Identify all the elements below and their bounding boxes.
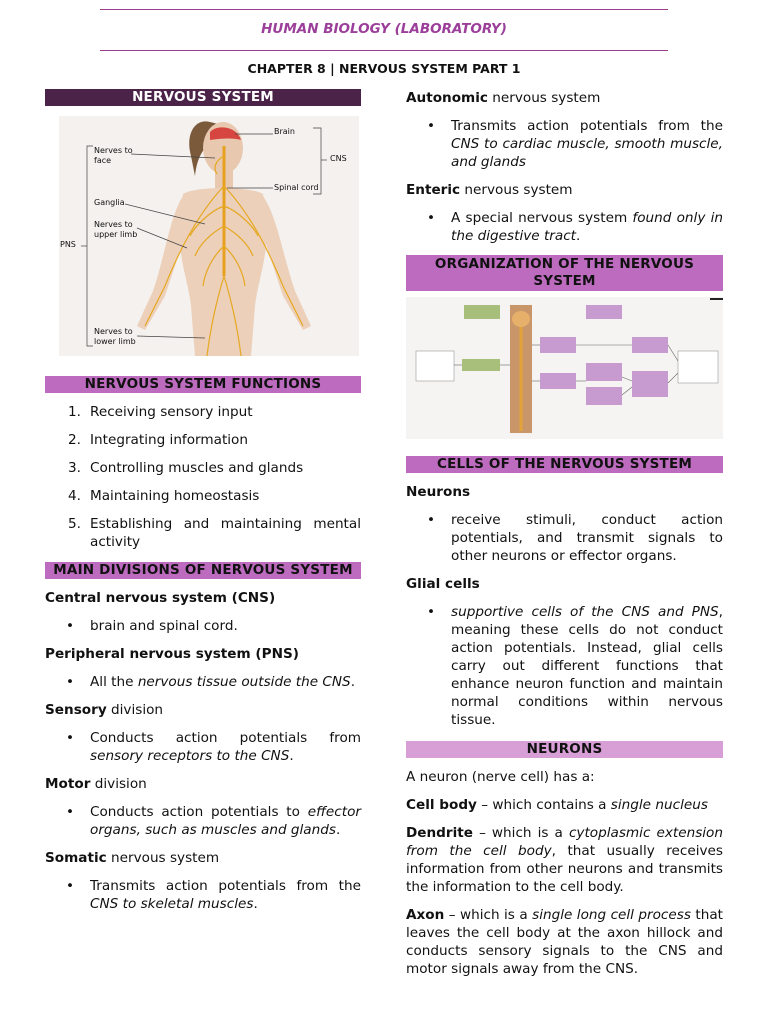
text-run-bold: Sensory <box>45 702 107 718</box>
pns-list <box>45 673 361 691</box>
text-run-italic: single nucleus <box>610 797 708 813</box>
list-item <box>45 459 361 477</box>
glial-list <box>406 603 723 729</box>
motor-title <box>45 775 361 793</box>
text-run: Conducts action potentials to <box>90 804 308 820</box>
list-text: Integrating information <box>90 432 248 448</box>
label-ganglia: Ganglia <box>94 198 125 207</box>
motor-list <box>45 803 361 839</box>
text-run: division <box>106 702 164 718</box>
text-run: . <box>350 674 356 690</box>
enteric-list <box>406 209 723 245</box>
organization-diagram <box>406 297 723 439</box>
list-text: Controlling muscles and glands <box>90 460 304 476</box>
text-run: Transmits action potentials from the <box>90 878 361 894</box>
section-heading-organization: ORGANIZATION OF THE NERVOUS SYSTEM <box>406 255 723 291</box>
label-nerves-face: Nerves to face <box>94 146 133 165</box>
document-header-title: HUMAN BIOLOGY (LABORATORY) <box>261 21 507 37</box>
list-item <box>45 729 361 765</box>
text-run-italic: found only in the digestive tract <box>451 210 723 244</box>
cell-body-text <box>406 796 723 814</box>
text-run: , meaning these cells do not conduct action potentials. Instead, glial cells carry out different functions that enhance neuron function and maintain normal conditions within nervous tissue. <box>451 604 723 728</box>
sensory-title <box>45 701 361 719</box>
list-item <box>406 603 723 729</box>
text-run: that leaves the cell body at the axon hillock and conducts sensory signals to the CNS and motor signals away from the CNS. <box>406 907 723 977</box>
section-heading-cells: CELLS OF THE NERVOUS SYSTEM <box>406 456 723 473</box>
list-item: • receive stimuli, conduct action potentials, and transmit signals to other neurons or effector organs. <box>406 511 723 565</box>
somatic-list <box>45 877 361 913</box>
organization-flowchart <box>406 297 723 439</box>
text-run: Conducts action potentials from <box>90 730 361 746</box>
nervous-system-figure <box>45 116 361 356</box>
text-run-bold: Axon <box>406 907 445 923</box>
text-run: nervous system <box>487 90 601 106</box>
text-run-italic: cytoplasmic extension from the cell body <box>406 825 723 859</box>
body-illustration <box>45 116 361 356</box>
text-run: Transmits action potentials from the <box>451 118 723 134</box>
text-run-bold: Enteric <box>406 182 461 198</box>
text-run-bold: Dendrite <box>406 825 473 841</box>
text-run: . <box>335 822 341 838</box>
text-run: – which contains a <box>476 797 611 813</box>
list-number: 1. <box>68 404 81 420</box>
list-number: 4. <box>68 488 81 504</box>
label-spinal-cord: Spinal cord <box>274 183 319 192</box>
text-run: , that usually receives information from other neurons and transmits the information to the cell body. <box>406 843 724 895</box>
cns-title: Central nervous system (CNS) <box>45 590 276 606</box>
cns-list <box>45 617 361 635</box>
list-number: 5. <box>68 516 81 532</box>
enteric-title <box>406 181 723 199</box>
right-column <box>406 89 723 978</box>
label-brain: Brain <box>274 127 295 136</box>
label-cns: CNS <box>330 154 347 163</box>
section-heading-nervous-system: NERVOUS SYSTEM <box>45 89 361 106</box>
list-text: Maintaining homeostasis <box>90 488 260 504</box>
autonomic-list <box>406 117 723 171</box>
list-item <box>45 803 361 839</box>
header-rule-bottom <box>100 50 668 51</box>
list-item <box>45 431 361 449</box>
text-run-bold: Autonomic <box>406 90 488 106</box>
text-run: – which is a <box>473 825 569 841</box>
label-nerves-lower-limb: Nerves to lower limb <box>94 327 136 346</box>
list-number: 3. <box>68 460 81 476</box>
list-item <box>406 117 723 171</box>
list-number: 2. <box>68 432 81 448</box>
list-item <box>45 877 361 913</box>
chapter-title: CHAPTER 8 | NERVOUS SYSTEM PART 1 <box>247 61 521 76</box>
text-run-italic: CNS to cardiac muscle, smooth muscle, and glands <box>451 136 723 170</box>
text-run: nervous system <box>106 850 220 866</box>
text-run-bold: Somatic <box>45 850 107 866</box>
text-run-bold: Cell body <box>406 797 477 813</box>
text-run: All the <box>90 674 138 690</box>
list-item <box>45 515 361 551</box>
label-nerves-upper-limb: Nerves to upper limb <box>94 220 138 239</box>
autonomic-title <box>406 89 723 107</box>
sensory-list <box>45 729 361 765</box>
list-item: • brain and spinal cord. <box>45 617 361 635</box>
text-run: – which is a <box>444 907 533 923</box>
label-pns: PNS <box>60 240 76 249</box>
text-run-italic: nervous tissue outside the CNS <box>137 674 351 690</box>
section-heading-functions: NERVOUS SYSTEM FUNCTIONS <box>45 376 361 393</box>
list-item <box>45 673 361 691</box>
neurons-list <box>406 511 723 565</box>
header-rule-top <box>100 9 668 10</box>
dendrite-text <box>406 824 723 896</box>
functions-list <box>45 403 361 551</box>
list-item <box>406 209 723 245</box>
text-run: . <box>576 228 581 244</box>
text-run: nervous system <box>460 182 573 198</box>
neurons-title: Neurons <box>406 484 471 500</box>
text-run-italic: sensory receptors to the CNS <box>90 748 290 764</box>
list-item <box>45 403 361 421</box>
text-run-italic: single long cell process <box>532 907 691 923</box>
section-heading-divisions: MAIN DIVISIONS OF NERVOUS SYSTEM <box>45 562 361 579</box>
text-run: division <box>90 776 147 792</box>
axon-text <box>406 906 723 978</box>
text-run-italic: effector organs, such as muscles and glands <box>90 804 361 838</box>
text-run: . <box>253 896 258 912</box>
text-run-italic: CNS to skeletal muscles <box>90 896 254 912</box>
text-run: A special nervous system <box>451 210 633 226</box>
list-item <box>45 487 361 505</box>
pns-title: Peripheral nervous system (PNS) <box>45 646 299 662</box>
neuron-intro: A neuron (nerve cell) has a: <box>406 769 595 785</box>
glial-title: Glial cells <box>406 576 480 592</box>
section-heading-neurons: NEURONS <box>406 741 723 758</box>
text-run: . <box>289 748 294 764</box>
list-text: Receiving sensory input <box>90 404 253 420</box>
text-run-bold: Motor <box>45 776 91 792</box>
somatic-title <box>45 849 361 867</box>
left-column <box>45 89 361 913</box>
list-text: Establishing and maintaining mental activity <box>90 516 361 550</box>
text-run-italic: supportive cells of the CNS and PNS <box>451 604 719 620</box>
